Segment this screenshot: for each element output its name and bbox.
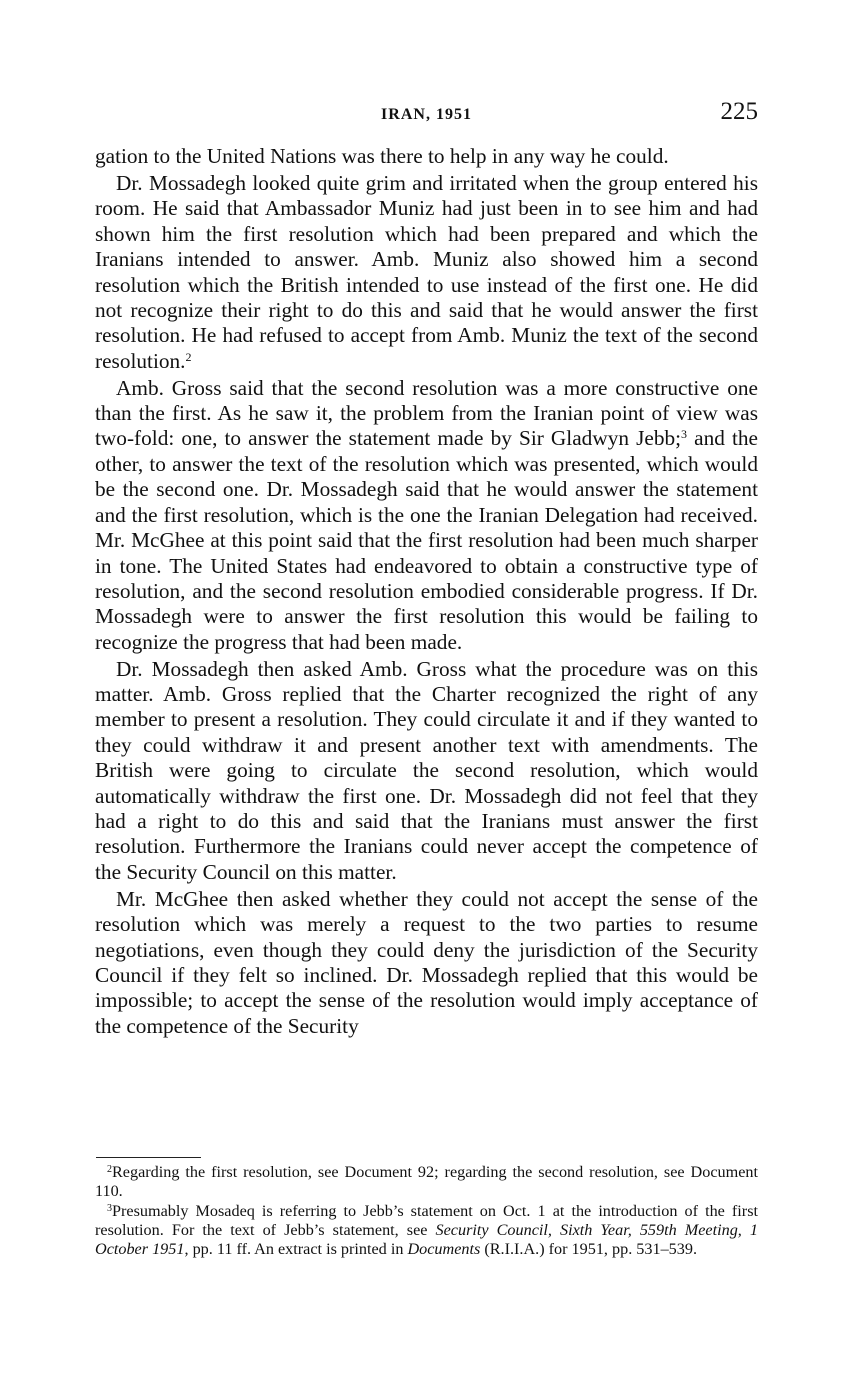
footnote-3-text-b: , pp. 11 ff. An extract is printed in (184, 1240, 408, 1259)
page-header (95, 98, 758, 134)
paragraph-5: Mr. McGhee then asked whether they could not accept the sense of the resolution which was merely a request to the two parties to resume negotiations, even though they could deny the jurisdiction of the Security Council if they felt so inclined. Dr. Mossadegh replied that this would be impossible; to accept the sense of the resolution would imply acceptance of the competence of the Security (95, 886, 758, 1038)
footnote-3-text-a: Presumably Mosadeq is referring to Jebb’s statement on Oct. 1 at the introduction of the first resolution. For the text of Jebb’s statement, see (95, 1201, 758, 1239)
paragraph-2-text: Dr. Mossadegh looked quite grim and irritated when the group entered his room. He said that Ambassador Muniz had just been in to see him and had shown him the first resolution which had been prepared and which the Iranians intended to answer. Amb. Muniz also showed him a second resolution which the British intended to use instead of the first one. He did not recognize their right to do this and said that he would answer the first resolution. He had refused to accept from Amb. Muniz the text of the second resolution. (95, 170, 758, 373)
footnote-3-citation: Security Council, Sixth Year, 559th Meeting, 1 October 1951 (95, 1220, 758, 1259)
footnote-divider (96, 1157, 201, 1158)
paragraph-3-text-b: and the other, to answer the text of the resolution which was presented, which would be the second one. Dr. Mossadegh said that he would answer the statement and the first resolution, which is the one the Iranian Delegation had received. Mr. McGhee at this point said that the first resolution had been much sharper in tone. The United States had endeavored to obtain a constructive type of resolution, and the second resolution embodied considerable progress. If Dr. Mossadegh were to answer the first resolution this would be failing to recognize the progress that had been made. (95, 426, 758, 654)
footnote-ref-3: 3 (681, 427, 688, 442)
paragraph-3 (95, 376, 758, 655)
body-text (95, 144, 758, 1039)
footnote-3-text-c: (R.I.I.A.) for 1951, pp. 531–539. (480, 1240, 698, 1259)
footnote-ref-2: 2 (185, 349, 192, 364)
footnote-2 (95, 1163, 758, 1202)
footnote-2-text: Regarding the first resolution, see Document 92; regarding the second resolution, see Document 110. (95, 1163, 758, 1201)
paragraph-3-text-a: Amb. Gross said that the second resolution was a more constructive one than the first. As he saw it, the problem from the Iranian point of view was two-fold: one, to answer the statement made by Sir Gladwyn Jebb; (95, 375, 758, 451)
footnote-3-source: Documents (407, 1240, 481, 1259)
footnote-3 (95, 1202, 758, 1260)
footnote-3-marker: 3 (107, 1202, 112, 1214)
footnotes (95, 1163, 758, 1259)
paragraph-4: Dr. Mossadegh then asked Amb. Gross what the procedure was on this matter. Amb. Gross replied that the Charter recognized the right of any member to present a resolution. They could circulate it and if they wanted to they could withdraw it and present another text with amendments. The British were going to circulate the second resolution, which would automatically withdraw the first one. Dr. Mossadegh did not feel that they had a right to do this and said that the Iranians must answer the first resolution. Furthermore the Iranians could never accept the competence of the Security Council on this matter. (95, 656, 758, 884)
running-head: IRAN, 1951 (381, 106, 472, 123)
paragraph-2 (95, 171, 758, 374)
page-number: 225 (720, 98, 758, 125)
footnote-2-marker: 2 (107, 1164, 112, 1175)
paragraph-1: gation to the United Nations was there to help in any way he could. (95, 144, 669, 168)
